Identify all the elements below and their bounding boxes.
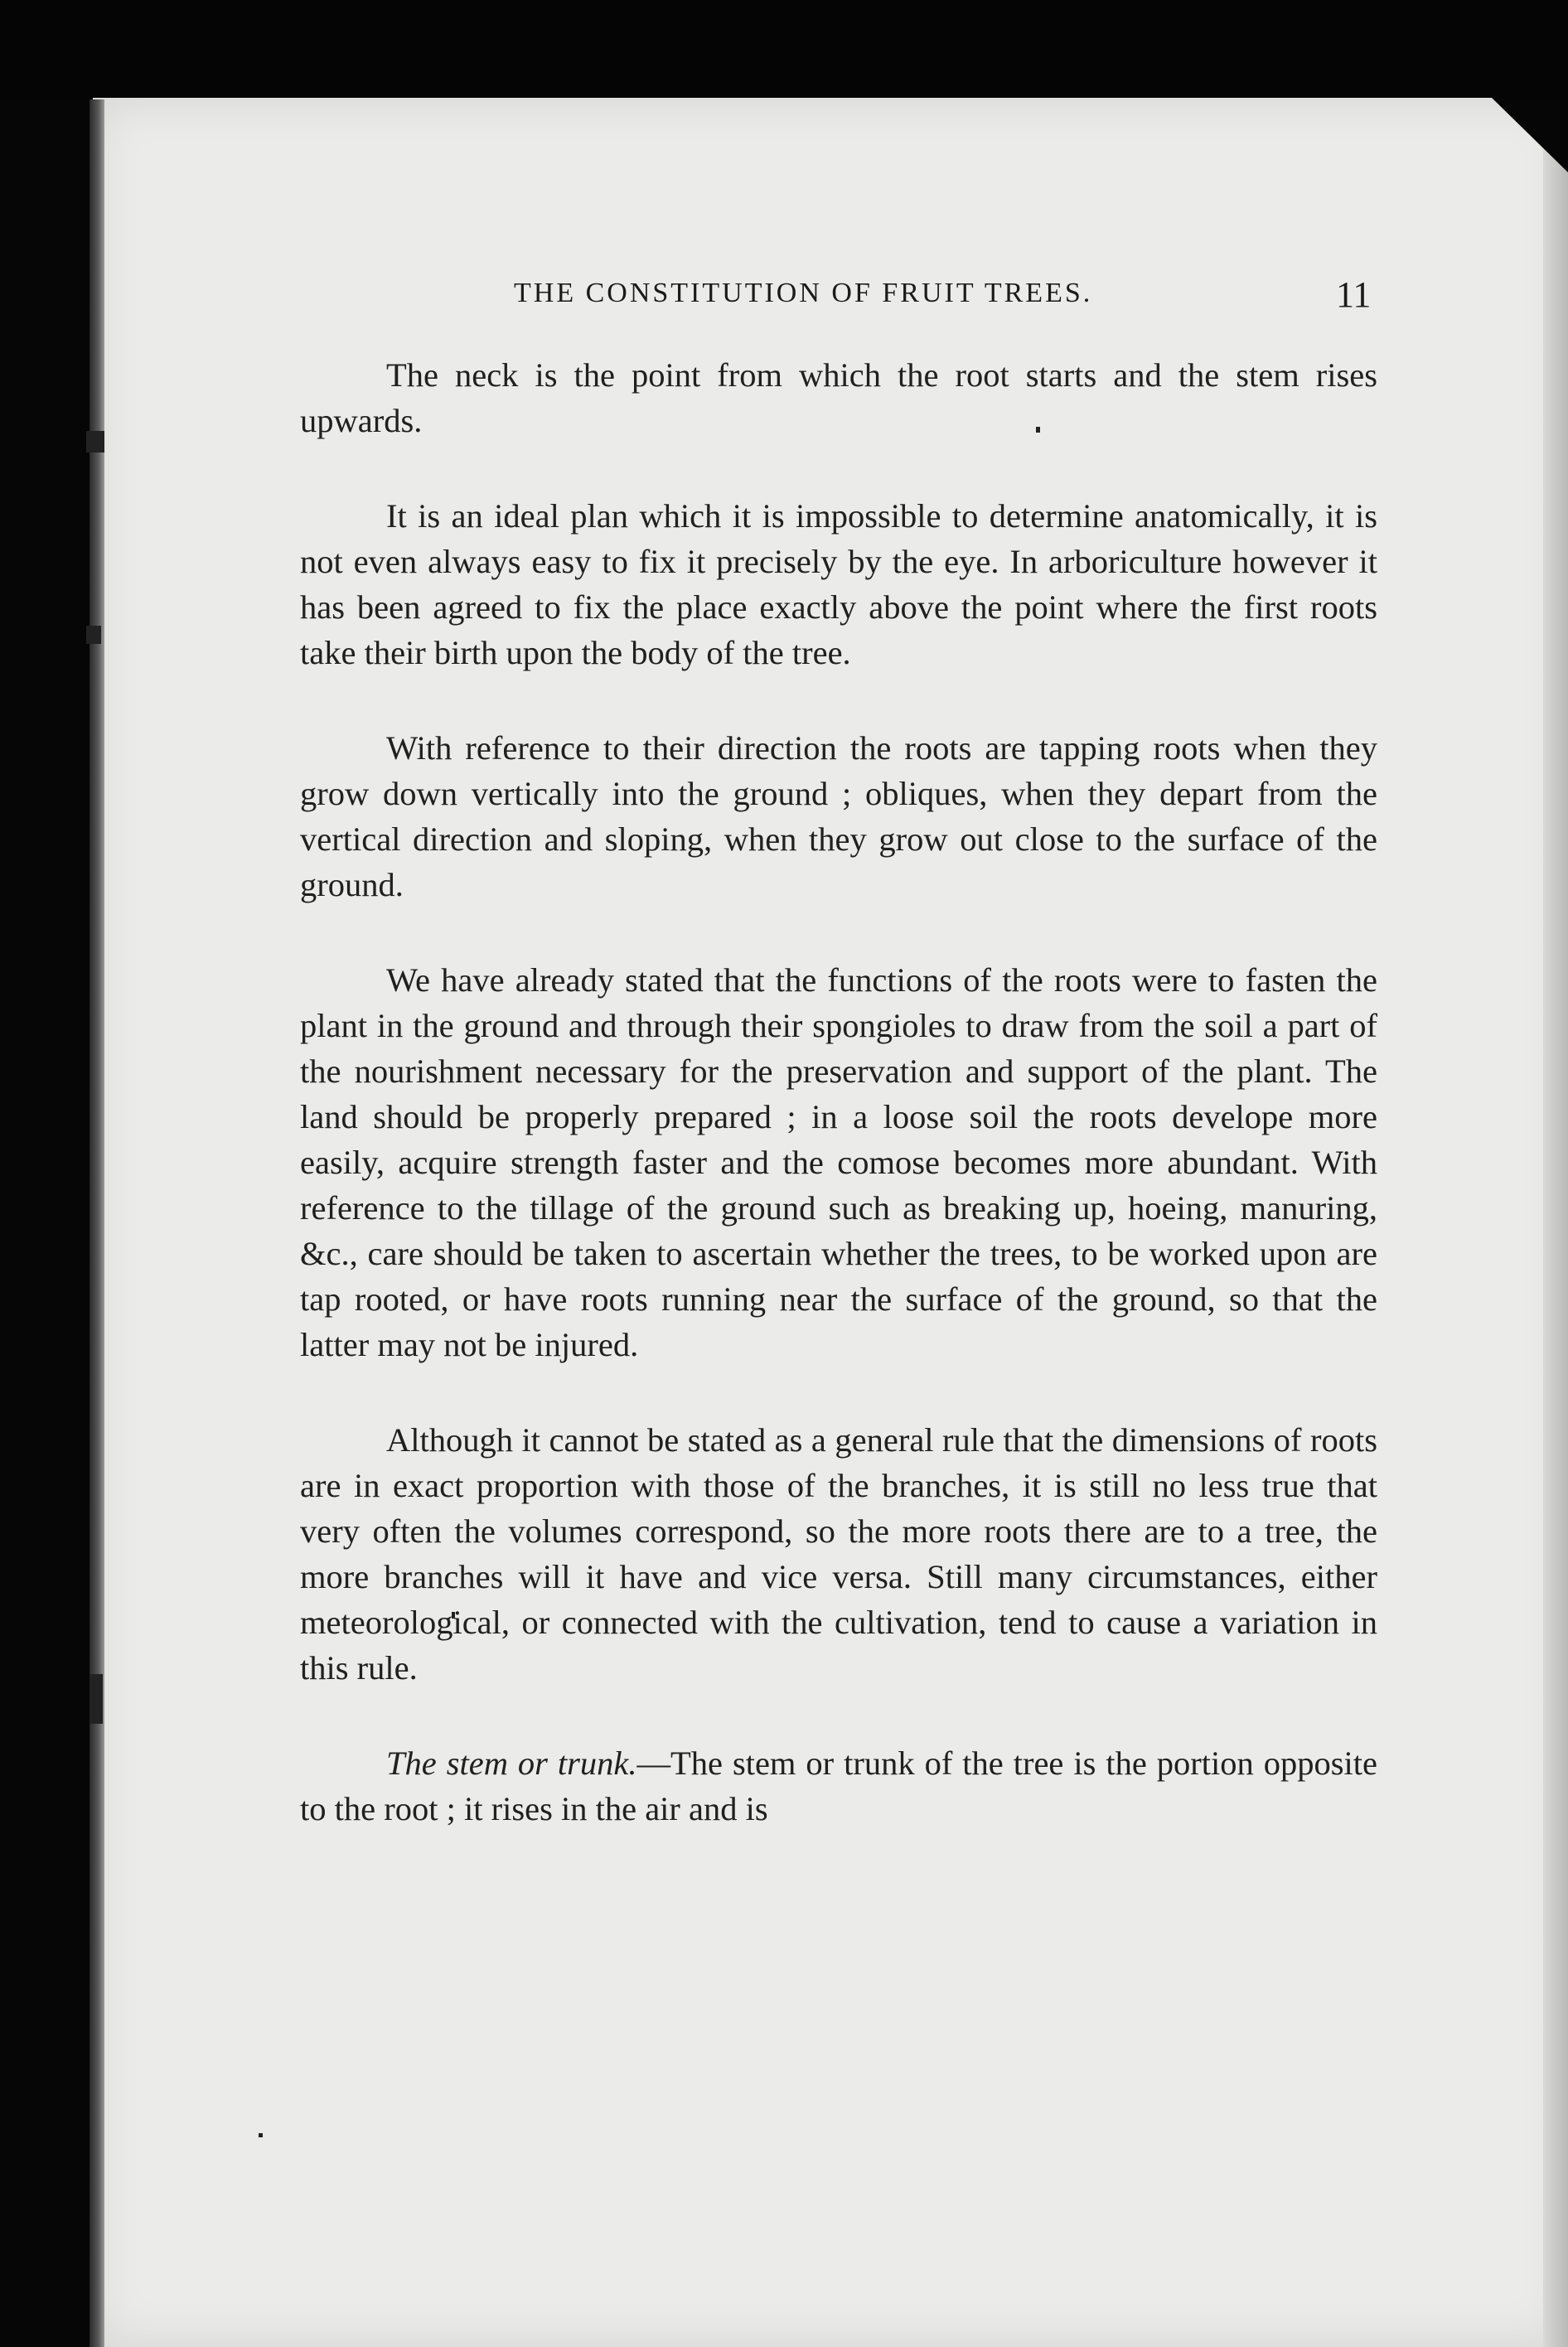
paragraph-root-dimensions: Although it cannot be stated as a general rule that the dimensions of roots are in exact proportion with those of the branches, it is still no less true that very often the volumes correspond, so the more roots there are to a tree, the more branches will it have and vice versa. Still many circumstances, either meteorological, or connected with the cultivation, tend to cause a variation in this rule.	[300, 1421, 1377, 1686]
paragraph-ideal-plan: It is an ideal plan which it is impossible to determine anatomically, it is not even always easy to fix it precisely by the eye. In arboriculture however it has been agreed to fix the place exactly above the point where the first roots take their birth upon the body of the tree.	[300, 497, 1377, 671]
binding-mark	[259, 2133, 263, 2137]
binding-mark	[86, 431, 104, 452]
paragraph-neck: The neck is the point from which the root starts and the stem rises upwards.	[300, 356, 1377, 439]
body-text	[300, 352, 1377, 1881]
scan-top-border	[0, 0, 1568, 101]
paragraph-stem	[300, 1740, 1377, 1832]
running-title: THE CONSTITUTION OF FRUIT TREES.	[514, 278, 1093, 308]
section-heading-stem: The stem or trunk.	[386, 1745, 637, 1782]
paragraph-root-functions: We have already stated that the functions of the roots were to fasten the plant in the ground and through their spongioles to draw from the soil a part of the nourishment necessary for the preservation and support of the plant. The land should be properly prepared ; in a loose soil the roots develope more easily, acquire strength faster and the comose becomes more abundant. With reference to the tillage of the ground such as breaking up, hoeing, manuring, &c., care should be taken to ascertain whether the trees, to be worked upon are tap rooted, or have roots running near the surface of the ground, so that the latter may not be injured.	[300, 961, 1377, 1363]
binding-mark	[86, 626, 101, 644]
paragraph-root-direction: With reference to their direction the roots are tapping roots when they grow down vertically into the ground ; obliques, when they depart from the vertical direction and sloping, when they grow out close to the surface of the ground.	[300, 729, 1377, 903]
binding-mark	[90, 1674, 103, 1724]
page-number: 11	[1336, 274, 1372, 315]
paragraph-stem-text: —The stem or trunk of the tree is the portion opposite to the root ; it rises in the air and is	[300, 1745, 1377, 1827]
page-right-edge	[1543, 98, 1568, 2347]
